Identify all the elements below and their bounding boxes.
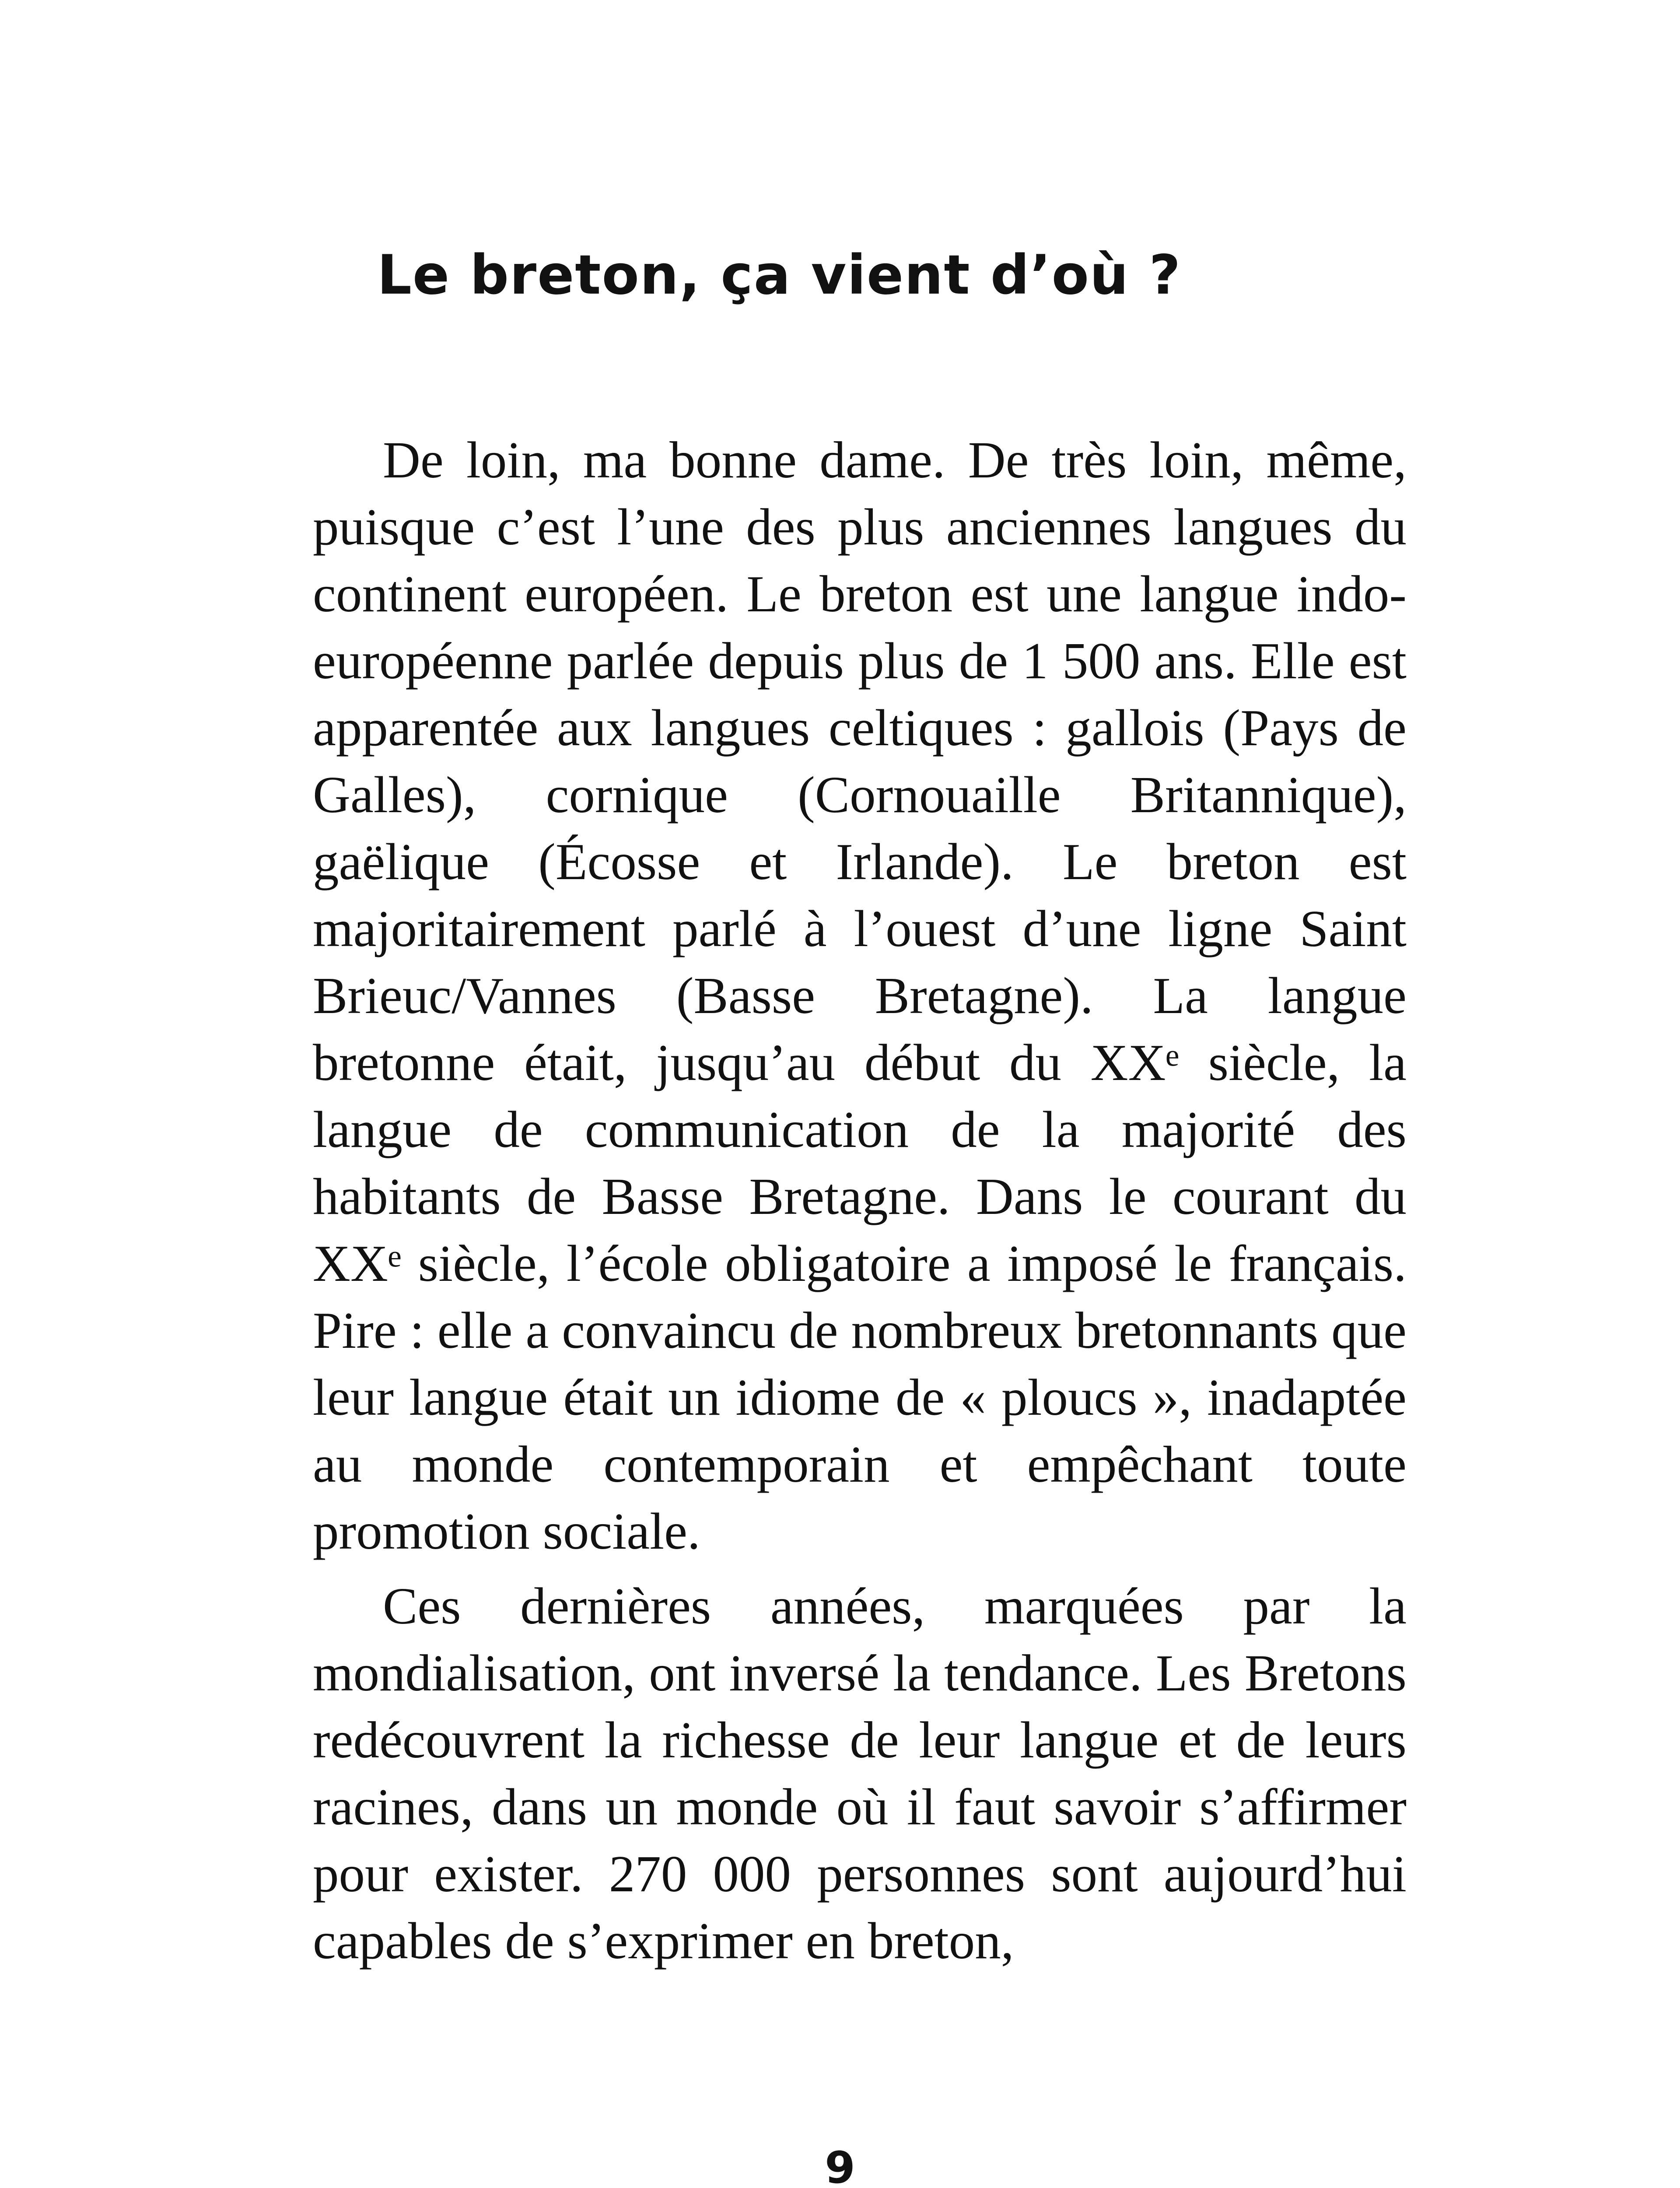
body-text [313, 427, 1407, 1974]
paragraph-2: Ces dernières années, marquées par la mondialisation, ont inversé la tendance. Les Bretons redécouvrent la richesse de leur langue et de leurs racines, dans un monde où il faut savoir s’affirmer pour exister. 270 000 personnes sont aujourd’hui capables de s’exprimer en breton, [313, 1577, 1407, 1970]
page-number: 9 [825, 2142, 855, 2188]
chapter-heading: Le breton, ça vient d’où ? [377, 244, 1182, 307]
paragraph-1: De loin, ma bonne dame. De très loin, même, puisque c’est l’une des plus anciennes langues du continent européen. Le breton est une langue indo-européenne parlée depuis plus de 1 500 ans. Elle est apparentée aux langues celtiques : gallois (Pays de Galles), cornique (Cornouaille Britannique), gaëlique (Écosse et Irlande). Le breton est majoritairement parlé à l’ouest d’une ligne Saint Brieuc/Vannes (Basse Bretagne). La langue bretonne était, jusqu’au début du XXᵉ siècle, la langue de communication de la majorité des habitants de Basse Bretagne. Dans le courant du XXᵉ siècle, l’école obligatoire a imposé le français. Pire : elle a convaincu de nombreux bretonnants que leur langue était un idiome de « ploucs », inadaptée au monde contemporain et empêchant toute promotion sociale. [313, 431, 1407, 1560]
